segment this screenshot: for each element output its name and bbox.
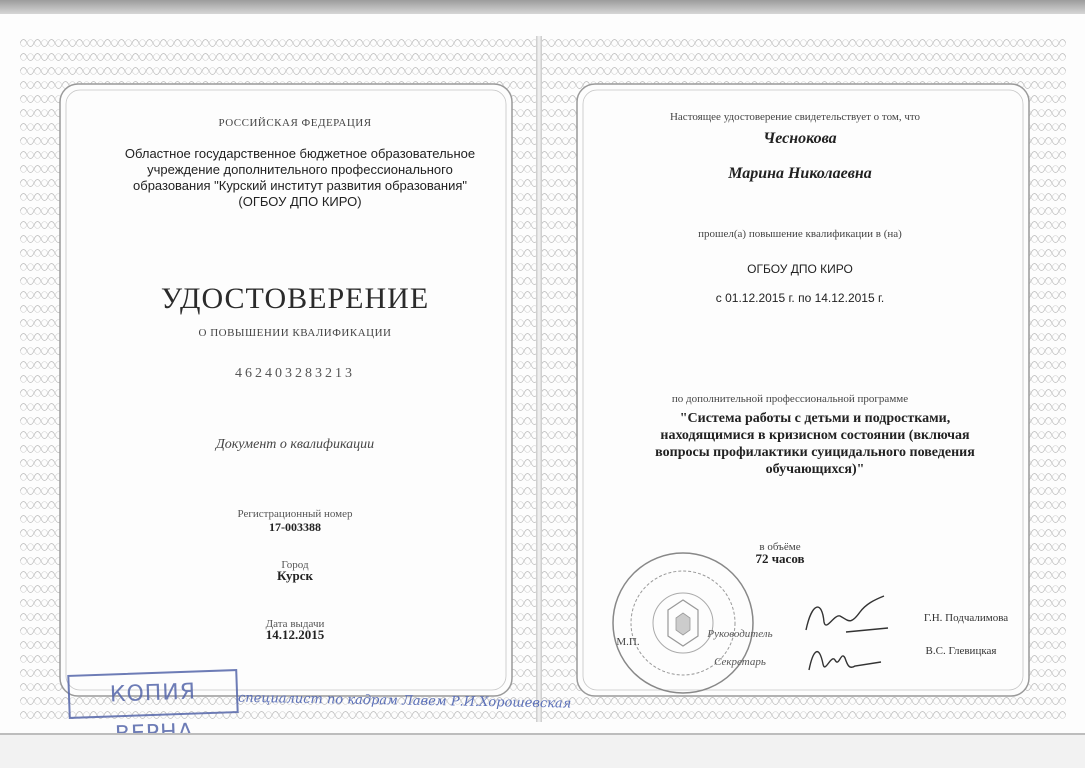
organization-name bbox=[90, 146, 510, 210]
org-line: (ОГБОУ ДПО КИРО) bbox=[238, 194, 362, 209]
book-spine bbox=[536, 36, 542, 722]
program-label: по дополнительной профессиональной программе bbox=[671, 393, 909, 405]
scan-edge-bottom bbox=[0, 735, 1085, 768]
program-line: вопросы профилактики суицидального поведения bbox=[655, 445, 975, 460]
program-line: "Система работы с детьми и подростками, bbox=[679, 411, 951, 426]
program-title bbox=[600, 410, 1030, 478]
registration-number: 17-003388 bbox=[269, 520, 321, 534]
copy-certified-stamp: КОПИЯ bbox=[67, 669, 238, 719]
country-heading: РОССИЙСКАЯ ФЕДЕРАЦИЯ bbox=[218, 117, 372, 129]
issue-date-label: Дата выдачи bbox=[265, 618, 325, 630]
volume-label: в объёме bbox=[759, 541, 801, 553]
program-line: находящимися в кризисном состоянии (включая bbox=[660, 428, 970, 443]
secretary-signature bbox=[805, 640, 885, 680]
scan-edge-top bbox=[0, 0, 1085, 14]
document-type: Документ о квалификации bbox=[215, 437, 375, 452]
org-line: учреждение дополнительного профессионального bbox=[147, 162, 453, 177]
seal-place-label: М.П. bbox=[616, 636, 640, 648]
head-name: Г.Н. Подчалимова bbox=[923, 612, 1009, 624]
issue-date-value: 14.12.2015 bbox=[265, 627, 325, 642]
training-organization: ОГБОУ ДПО КИРО bbox=[747, 262, 853, 276]
serial-number: 462403283213 bbox=[235, 366, 355, 381]
head-signature bbox=[800, 592, 890, 640]
volume-value: 72 часов bbox=[755, 551, 805, 566]
recipient-surname: Чеснокова bbox=[763, 130, 837, 147]
head-label: Руководитель bbox=[707, 628, 773, 640]
org-line: Областное государственное бюджетное образовательное bbox=[124, 146, 476, 161]
city-value: Курск bbox=[276, 568, 314, 583]
secretary-label: Секретарь bbox=[714, 656, 766, 668]
program-line: обучающихся)" bbox=[765, 462, 865, 477]
registration-label: Регистрационный номер bbox=[237, 508, 353, 520]
org-line: образования "Курский институт развития образования" bbox=[133, 178, 467, 193]
handwritten-certification-note: специалист по кадрам Лавем Р.И.Хорошевская bbox=[237, 690, 572, 712]
city-label: Город bbox=[281, 559, 309, 571]
intro-text: Настоящее удостоверение свидетельствует о том, что bbox=[669, 111, 921, 123]
official-seal bbox=[598, 548, 768, 698]
document-subtitle: О ПОВЫШЕНИИ КВАЛИФИКАЦИИ bbox=[198, 327, 392, 339]
secretary-name: В.С. Глевицкая bbox=[925, 645, 997, 657]
passed-text: прошел(а) повышение квалификации в (на) bbox=[698, 228, 902, 240]
training-period: с 01.12.2015 г. по 14.12.2015 г. bbox=[715, 291, 885, 305]
recipient-name: Марина Николаевна bbox=[728, 165, 872, 182]
document-title: УДОСТОВЕРЕНИЕ bbox=[160, 282, 430, 315]
